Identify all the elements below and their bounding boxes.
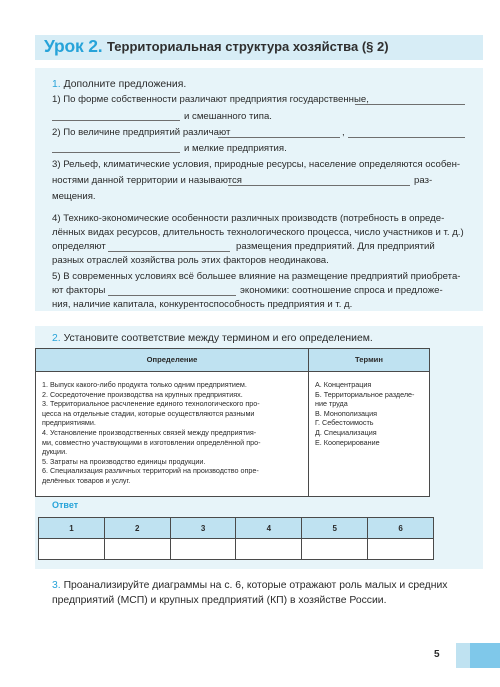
task2-title: Установите соответствие между термином и его определением. [63,333,373,344]
definitions-cell [36,372,309,497]
task3-text-2: предприятий (МСП) и крупных предприятий (КП) в хозяйстве России. [52,595,387,606]
task1-s4c: определяют [52,241,106,252]
blank-2a[interactable] [218,137,340,138]
answer-cell[interactable] [368,539,434,560]
answer-cell[interactable] [302,539,368,560]
task1-s4e: разных отраслей хозяйства роль этих факторов неодинакова. [52,255,329,266]
answer-col-header: 6 [368,518,434,539]
definitions-table [35,348,430,497]
task2-heading [52,332,373,345]
definition-line: 4. Установление производственных связей между предприятия- [42,427,257,437]
blank-4[interactable] [108,251,230,252]
blank-3[interactable] [228,185,410,186]
definition-line: ми, совместно участвующими в изготовлении определённой про- [42,437,261,447]
col-definition-header: Определение [36,349,309,372]
blank-2c[interactable] [52,152,180,153]
page-tab-light [456,643,470,668]
task1-s2b: , [342,127,345,138]
answer-col-header: 5 [302,518,368,539]
task1-s2a: 2) По величине предприятий различают [52,127,231,138]
task1-s3b: ностями данной территории и называются [52,175,242,186]
task3-number: 3. [52,580,61,591]
answer-col-header: 1 [39,518,105,539]
task1-s1a: 1) По форме собственности различают предприятия государственные, [52,94,369,105]
page-tab-dark [470,643,500,668]
answer-label: Ответ [52,500,79,510]
definition-line: дукции. [42,447,68,457]
definition-line: предприятиями. [42,418,96,428]
task1-s1b: и смешанного типа. [184,111,272,122]
term-line: Г. Себестоимость [315,418,374,428]
term-line: ние труда [315,399,348,409]
task1-s2c: и мелкие предприятия. [184,143,287,154]
blank-5[interactable] [108,295,236,296]
term-line: В. Монополизация [315,408,378,418]
task3-text-1: Проанализируйте диаграммы на с. 6, которые отражают роль малых и средних [63,580,448,591]
task1-s5b: ют факторы [52,285,106,296]
answer-cell[interactable] [170,539,236,560]
answer-col-header: 4 [236,518,302,539]
blank-1b[interactable] [52,120,180,121]
answer-table [38,517,434,560]
col-term-header: Термин [309,349,430,372]
task1-s4a: 4) Технико-экономические особенности различных производств (потребность в опреде- [52,213,445,224]
task1-s3d: мещения. [52,191,96,202]
terms-cell [309,372,430,497]
term-line: Б. Территориальное разделе- [315,389,415,399]
page-number: 5 [434,649,440,660]
definition-line: 1. Выпуск какого-либо продукта только одним предприятием. [42,380,247,389]
task1-s3a: 3) Рельеф, климатические условия, природные ресурсы, население определяются особен- [52,159,461,170]
task1-title: Дополните предложения. [63,79,187,90]
lesson-number: Урок 2. [44,36,103,56]
answer-col-header: 2 [104,518,170,539]
definition-line: 6. Специализация различных территорий на производство опре- [42,466,259,476]
task1-s5c: экономики: соотношение спроса и предложе- [240,285,443,296]
term-line: Е. Кооперирование [315,437,380,447]
task2-number: 2. [52,333,61,344]
blank-1a[interactable] [355,104,465,105]
definition-line: 2. Сосредоточение производства на крупных предприятиях. [42,389,243,399]
task1-s4b: лённых видах ресурсов, длительность технологического процесса, число участников и т. д.) [52,227,464,238]
answer-cell[interactable] [236,539,302,560]
term-line: А. Концентрация [315,380,372,389]
blank-2b[interactable] [348,137,465,138]
task1-s5d: ния, наличие капитала, конкурентоспособность предприятия и т. д. [52,299,353,310]
definition-line: делённых товаров и услуг. [42,475,131,485]
task3-line1 [52,579,447,592]
lesson-title: Территориальная структура хозяйства (§ 2) [107,39,389,54]
definition-line: 3. Территориальное расчленение единого технологического про- [42,399,260,409]
answer-cell[interactable] [39,539,105,560]
answer-col-header: 3 [170,518,236,539]
task1-s3c: раз- [414,175,433,186]
definition-line: цесса на отдельные стадии, которые осуществляются разными [42,408,255,418]
task1-heading [52,78,186,91]
task1-s5a: 5) В современных условиях всё большее влияние на размещение предприятий приобрета- [52,271,461,282]
answer-cell[interactable] [104,539,170,560]
task1-s4d: размещения предприятий. Для предприятий [236,241,435,252]
term-line: Д. Специализация [315,427,377,437]
task1-number: 1. [52,79,61,90]
definition-line: 5. Затраты на производство единицы продукции. [42,456,206,466]
